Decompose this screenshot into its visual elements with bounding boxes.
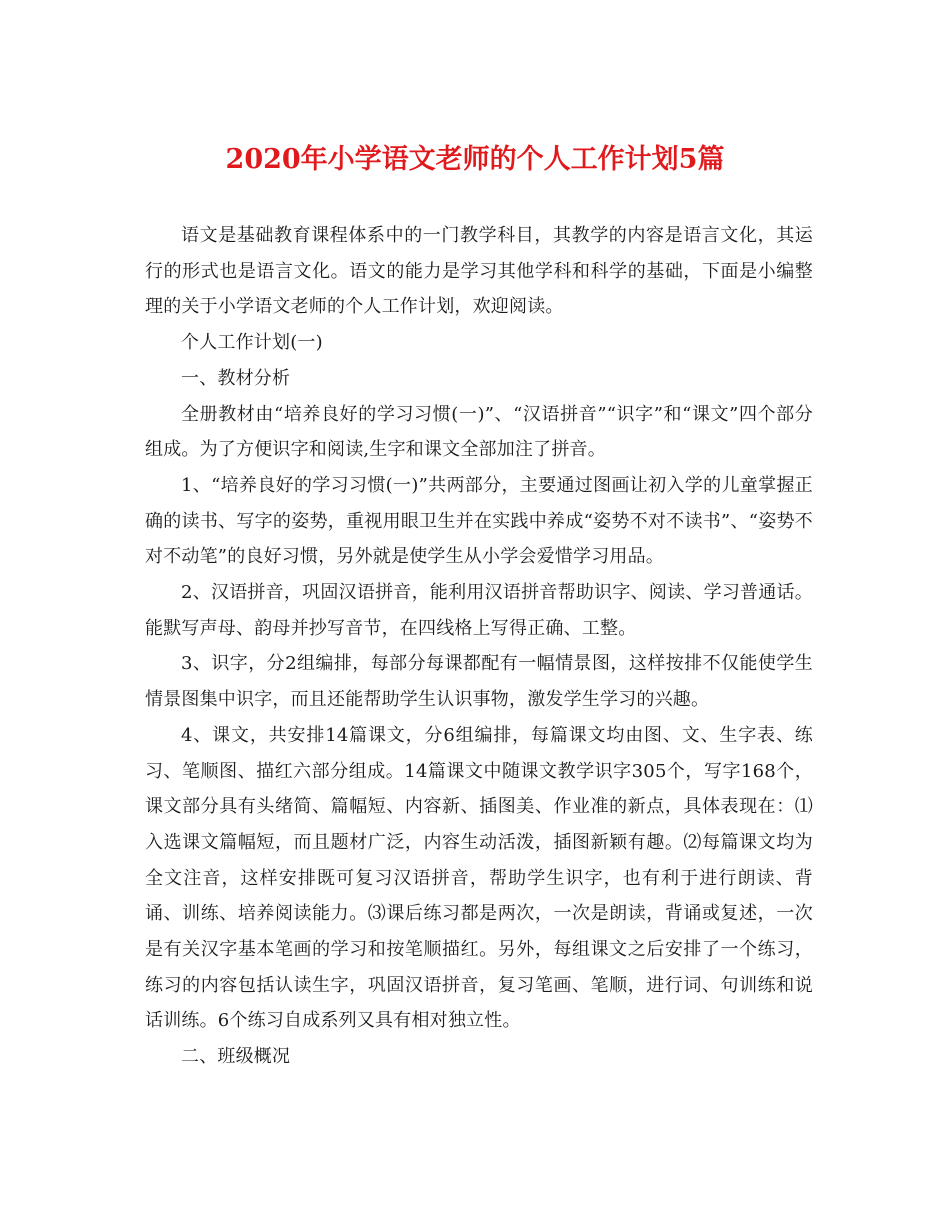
- intro-paragraph: 语文是基础教育课程体系中的一门教学科目，其教学的内容是语言文化，其运行的形式也是语言文化。语文的能力是学习其他学科和科学的基础，下面是小编整理的关于小学语文老师的个人工作计划，欢迎阅读。: [145, 225, 813, 318]
- document-title: 2020年小学语文老师的个人工作计划5篇: [225, 144, 725, 175]
- paragraph-textbook-overview: 全册教材由“培养良好的学习习惯(一)”、“汉语拼音”“识字”和“课文”四个部分组成。为了方便识字和阅读,生字和课文全部加注了拼音。: [145, 403, 813, 461]
- section-heading-plan-one: 个人工作计划(一): [181, 332, 323, 354]
- section-heading-class-overview: 二、班级概况: [181, 1046, 291, 1068]
- document-body: [145, 218, 813, 1075]
- paragraph-item-4: 4、课文，共安排14篇课文，分6组编排，每篇课文均由图、文、生字表、练习、笔顺图、描红六部分组成。14篇课文中随课文教学识字305个，写字168个，课文部分具有头绪简、篇幅短、内容新、插图美、作业准的新点，具体表现在：⑴入选课文篇幅短，而且题材广泛，内容生动活泼，插图新颖有趣。⑵每篇课文均为全文注音，这样安排既可复习汉语拼音，帮助学生识字，也有利于进行朗读、背诵、训练、培养阅读能力。⑶课后练习都是两次，一次是朗读，背诵或复述，一次是有关汉字基本笔画的学习和按笔顺描红。另外，每组课文之后安排了一个练习，练习的内容包括认读生字，巩固汉语拼音，复习笔画、笔顺，进行词、句训练和说话训练。6个练习自成系列又具有相对独立性。: [145, 724, 813, 1032]
- paragraph-item-2: 2、汉语拼音，巩固汉语拼音，能利用汉语拼音帮助识字、阅读、学习普通话。能默写声母、韵母并抄写音节，在四线格上写得正确、工整。: [145, 582, 813, 639]
- paragraph-item-1: 1、“培养良好的学习习惯(一)”共两部分，主要通过图画让初入学的儿童掌握正确的读书、写字的姿势，重视用眼卫生并在实践中养成“姿势不对不读书”、“姿势不对不动笔”的良好习惯，另外就是使学生从小学会爱惜学习用品。: [145, 474, 813, 568]
- paragraph-item-3: 3、识字，分2组编排，每部分每课都配有一幅情景图，这样按排不仅能使学生情景图集中识字，而且还能帮助学生认识事物，激发学生学习的兴趣。: [145, 653, 813, 711]
- section-heading-textbook-analysis: 一、教材分析: [181, 367, 291, 389]
